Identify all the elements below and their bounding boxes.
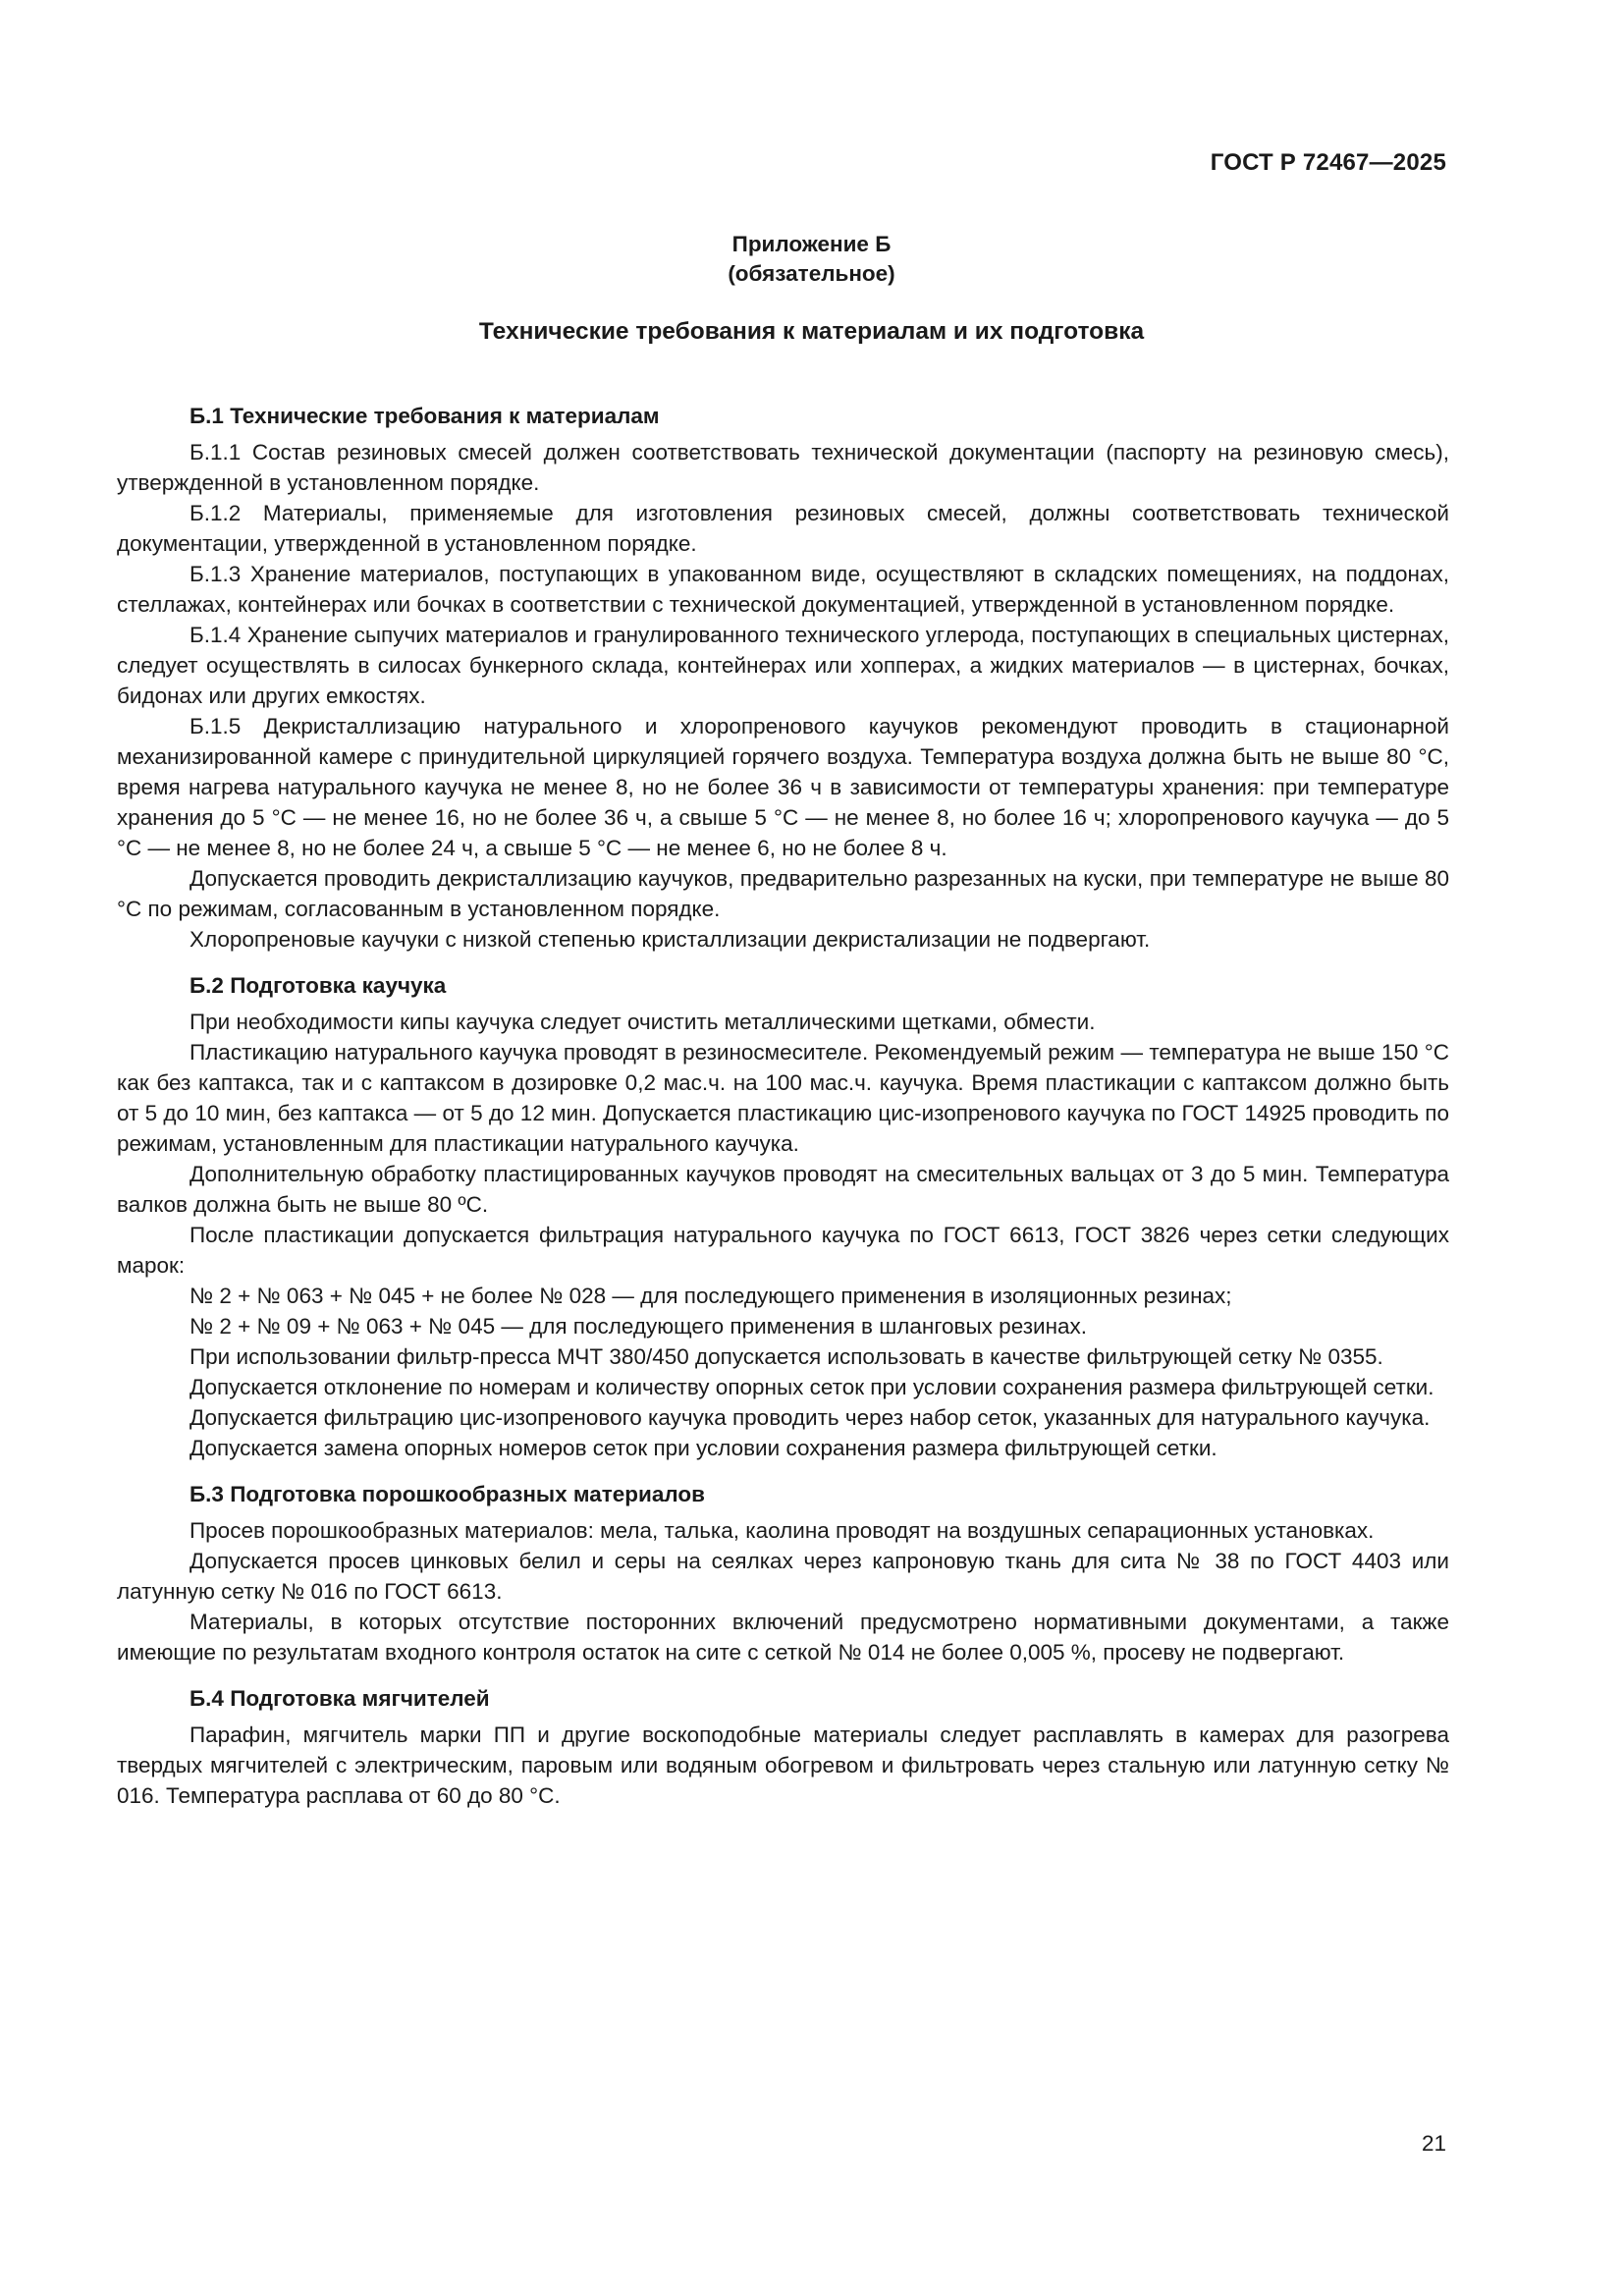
paragraph: При необходимости кипы каучука следует очистить металлическими щетками, обмести. — [189, 1010, 1096, 1034]
paragraph: Парафин, мягчитель марки ПП и другие воскоподобные материалы следует расплавлять в камерах для разогрева твердых мягчителей с электрическим, паровым или водяным обогревом и фильтровать через стальную или латунную сетку № 016. Температура расплава от 60 до 80 °С. — [117, 1722, 1449, 1808]
section-heading-b2: Б.2 Подготовка каучука — [189, 973, 447, 998]
appendix-heading — [0, 230, 1623, 289]
paragraph: Допускается просев цинковых белил и серы на сеялках через капроновую ткань для сита № 38 по ГОСТ 4403 или латунную сетку № 016 по ГОСТ 6613. — [117, 1549, 1449, 1604]
appendix-status: (обязательное) — [728, 261, 895, 286]
document-body — [117, 401, 1449, 1811]
paragraph: Хлоропреновые каучуки с низкой степенью кристаллизации декристализации не подвергают. — [189, 927, 1151, 952]
section-heading-b4: Б.4 Подготовка мягчителей — [189, 1686, 490, 1711]
appendix-title: Технические требования к материалам и их подготовка — [478, 318, 1145, 345]
document-code: ГОСТ Р 72467—2025 — [1210, 149, 1446, 176]
paragraph: Просев порошкообразных материалов: мела, талька, каолина проводят на воздушных сепарационных установках. — [189, 1518, 1375, 1543]
paragraph: Допускается фильтрацию цис-изопренового каучука проводить через набор сеток, указанных для натурального каучука. — [189, 1405, 1431, 1430]
paragraph: Допускается отклонение по номерам и количеству опорных сеток при условии сохранения размера фильтрующей сетки. — [189, 1375, 1434, 1399]
paragraph: Дополнительную обработку пластицированных каучуков проводят на смесительных вальцах от 3 до 5 мин. Температура валков должна быть не выше 80 ºС. — [117, 1162, 1449, 1217]
section-heading-b3: Б.3 Подготовка порошкообразных материалов — [189, 1482, 705, 1506]
paragraph: При использовании фильтр-пресса МЧТ 380/450 допускается использовать в качестве фильтрующей сетку № 0355. — [189, 1344, 1383, 1369]
paragraph: Б.1.3 Хранение материалов, поступающих в упакованном виде, осуществляют в складских помещениях, на поддонах, стеллажах, контейнерах или бочках в соответствии с технической документацией, утвержденной в установленном порядке. — [117, 562, 1449, 617]
paragraph: Пластикацию натурального каучука проводят в резиносмесителе. Рекомендуемый режим — температура не выше 150 °С как без каптакса, так и с каптаксом в дозировке 0,2 мас.ч. на 100 мас.ч. каучука. Время пластикации с каптаксом должно быть от 5 до 10 мин, без каптакса — от 5 до 12 мин. Допускается пластикацию цис-изопренового каучука по ГОСТ 14925 проводить по режимам, установленным для пластикации натурального каучука. — [117, 1040, 1449, 1156]
paragraph: Допускается замена опорных номеров сеток при условии сохранения размера фильтрующей сетки. — [189, 1436, 1217, 1460]
paragraph: Допускается проводить декристаллизацию каучуков, предварительно разрезанных на куски, при температуре не выше 80 °С по режимам, согласованным в установленном порядке. — [117, 866, 1449, 921]
appendix-label: Приложение Б — [731, 232, 892, 256]
page-number: 21 — [1421, 2131, 1446, 2156]
paragraph: Б.1.4 Хранение сыпучих материалов и гранулированного технического углерода, поступающих в специальных цистернах, следует осуществлять в силосах бункерного склада, контейнерах или хопперах, а жидких материалов — в цистернах, бочках, бидонах или других емкостях. — [117, 623, 1449, 708]
paragraph: После пластикации допускается фильтрация натурального каучука по ГОСТ 6613, ГОСТ 3826 через сетки следующих марок: — [117, 1223, 1449, 1278]
paragraph: Материалы, в которых отсутствие посторонних включений предусмотрено нормативными документами, а также имеющие по результатам входного контроля остаток на сите с сеткой № 014 не более 0,005 %, просеву не подвергают. — [117, 1610, 1449, 1665]
section-heading-b1: Б.1 Технические требования к материалам — [189, 404, 660, 428]
paragraph: № 2 + № 063 + № 045 + не более № 028 — для последующего применения в изоляционных резинах; — [189, 1284, 1232, 1308]
paragraph: № 2 + № 09 + № 063 + № 045 — для последующего применения в шланговых резинах. — [189, 1314, 1088, 1339]
paragraph: Б.1.1 Состав резиновых смесей должен соответствовать технической документации (паспорту на резиновую смесь), утвержденной в установленном порядке. — [117, 440, 1449, 495]
paragraph: Б.1.5 Декристаллизацию натурального и хлоропренового каучуков рекомендуют проводить в стационарной механизированной камере с принудительной циркуляцией горячего воздуха. Температура воздуха должна быть не выше 80 °С, время нагрева натурального каучука не менее 8, но не более 36 ч в зависимости от температуры хранения: при температуре хранения до 5 °С — не менее 16, но не более 36 ч, а свыше 5 °С — не менее 8, но более 16 ч; хлоропренового каучука — до 5 °С — не менее 8, но не более 24 ч, а свыше 5 °С — не менее 6, но не более 8 ч. — [117, 714, 1449, 860]
paragraph: Б.1.2 Материалы, применяемые для изготовления резиновых смесей, должны соответствовать технической документации, утвержденной в установленном порядке. — [117, 501, 1449, 556]
